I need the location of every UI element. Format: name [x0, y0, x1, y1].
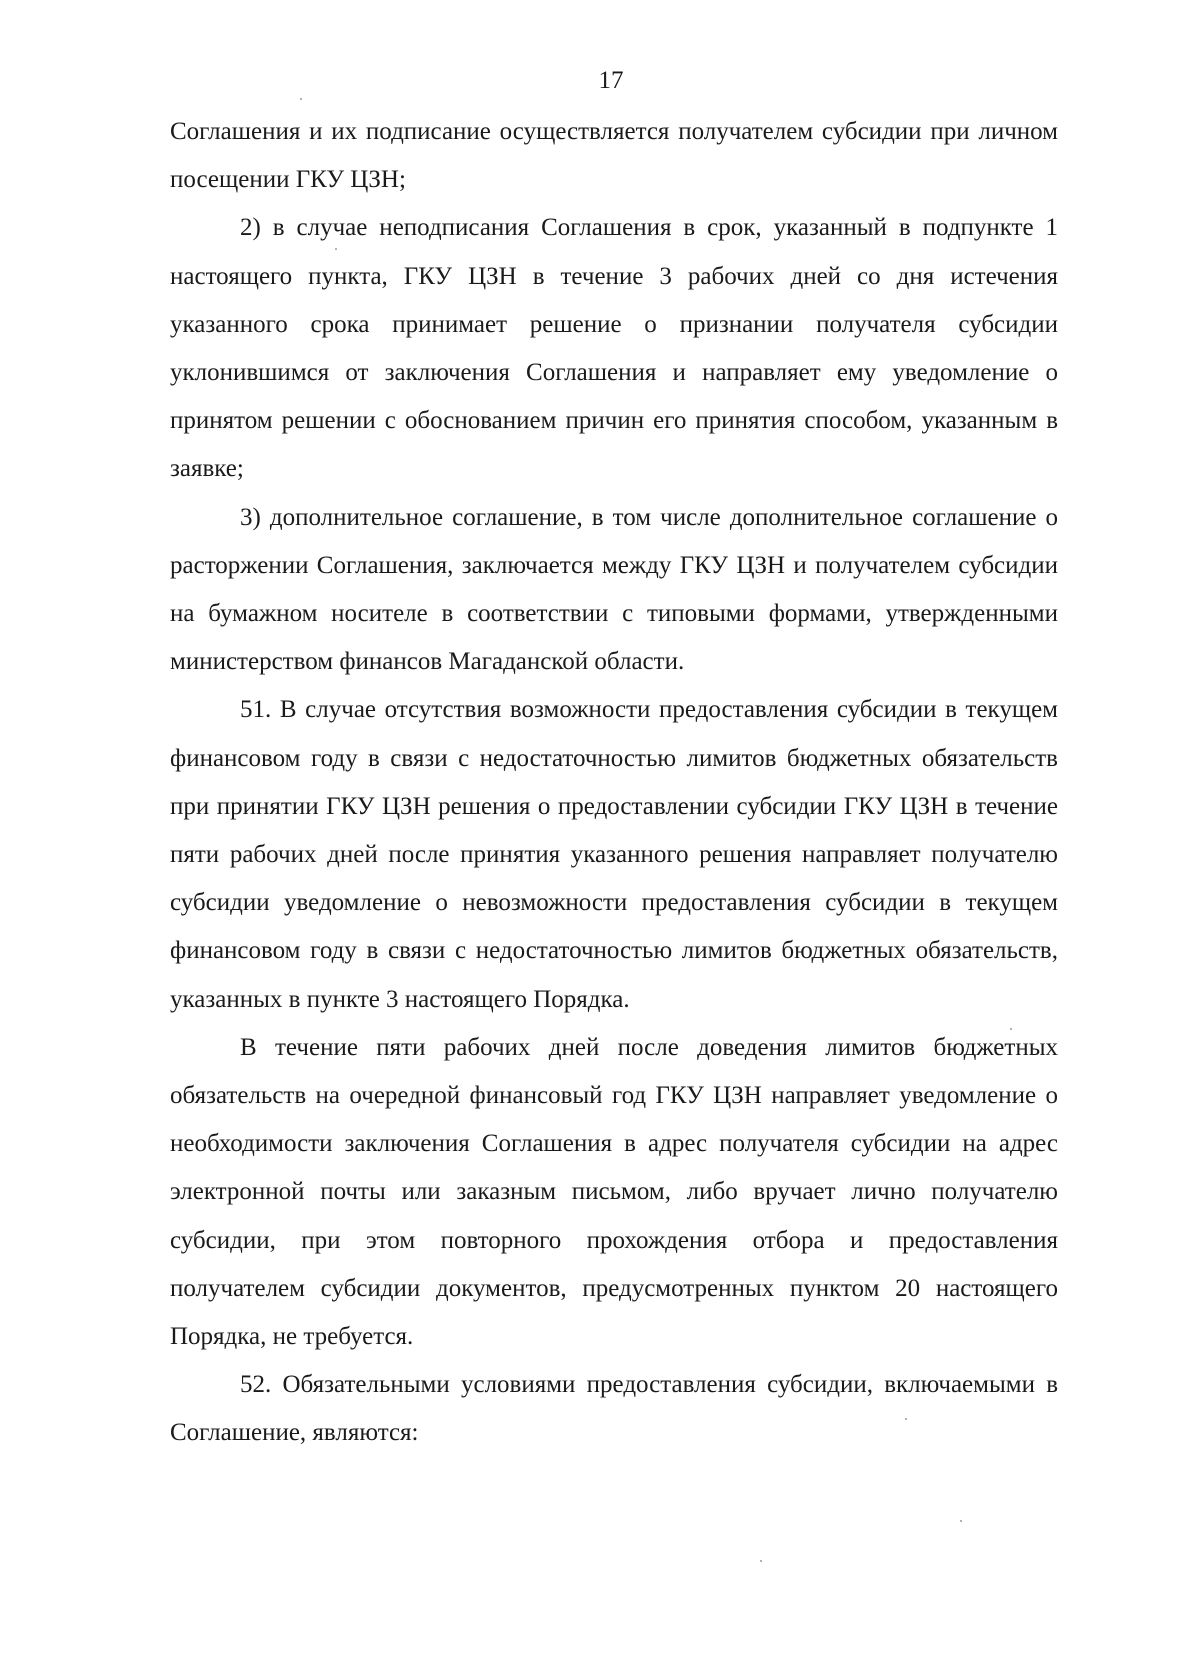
paragraph-clause-51-continued: В течение пяти рабочих дней после доведения лимитов бюджетных обязательств на очередной финансовый год ГКУ ЦЗН направляет уведомление о необходимости заключения Соглашения в адрес получателя субсидии на адрес электронной почты или заказным письмом, либо вручает лично получателю субсидии, при этом повторного прохождения отбора и предоставления получателем субсидии документов, предусмотренных пунктом 20 настоящего Порядка, не требуется.: [170, 1033, 1058, 1351]
paragraph-item-2: 2) в случае неподписания Соглашения в срок, указанный в подпункте 1 настоящего пункта, ГКУ ЦЗН в течение 3 рабочих дней со дня истечения указанного срока принимает решение о признании получателя субсидии уклонившимся от заключения Соглашения и направляет ему уведомление о принятом решении с обоснованием причин его принятия способом, указанным в заявке;: [170, 214, 1058, 483]
scan-speck: [760, 1560, 762, 1562]
paragraph-clause-51: 51. В случае отсутствия возможности предоставления субсидии в текущем финансовом году в связи с недостаточностью лимитов бюджетных обязательств при принятии ГКУ ЦЗН решения о предоставлении субсидии ГКУ ЦЗН в течение пяти рабочих дней после принятия указанного решения направляет получателю субсидии уведомление о невозможности предоставления субсидии в текущем финансовом году в связи с недостаточностью лимитов бюджетных обязательств, указанных в пункте 3 настоящего Порядка.: [170, 696, 1058, 1013]
paragraph-continuation: Соглашения и их подписание осуществляется получателем субсидии при личном посещении ГКУ ЦЗН;: [170, 118, 1058, 194]
scan-speck: [960, 1520, 962, 1522]
paragraph-clause-52: 52. Обязательными условиями предоставления субсидии, включаемыми в Соглашение, являются:: [170, 1371, 1058, 1447]
scan-speck: [300, 98, 302, 100]
scan-speck: [335, 248, 337, 250]
paragraph-item-3: 3) дополнительное соглашение, в том числе дополнительное соглашение о расторжении Соглашения, заключается между ГКУ ЦЗН и получателем субсидии на бумажном носителе в соответствии с типовыми формами, утвержденными министерством финансов Магаданской области.: [170, 503, 1058, 676]
scan-speck: [1010, 1028, 1012, 1030]
scan-speck: [905, 1418, 907, 1420]
document-body: [170, 108, 1058, 1458]
page-number: 17: [598, 67, 624, 94]
